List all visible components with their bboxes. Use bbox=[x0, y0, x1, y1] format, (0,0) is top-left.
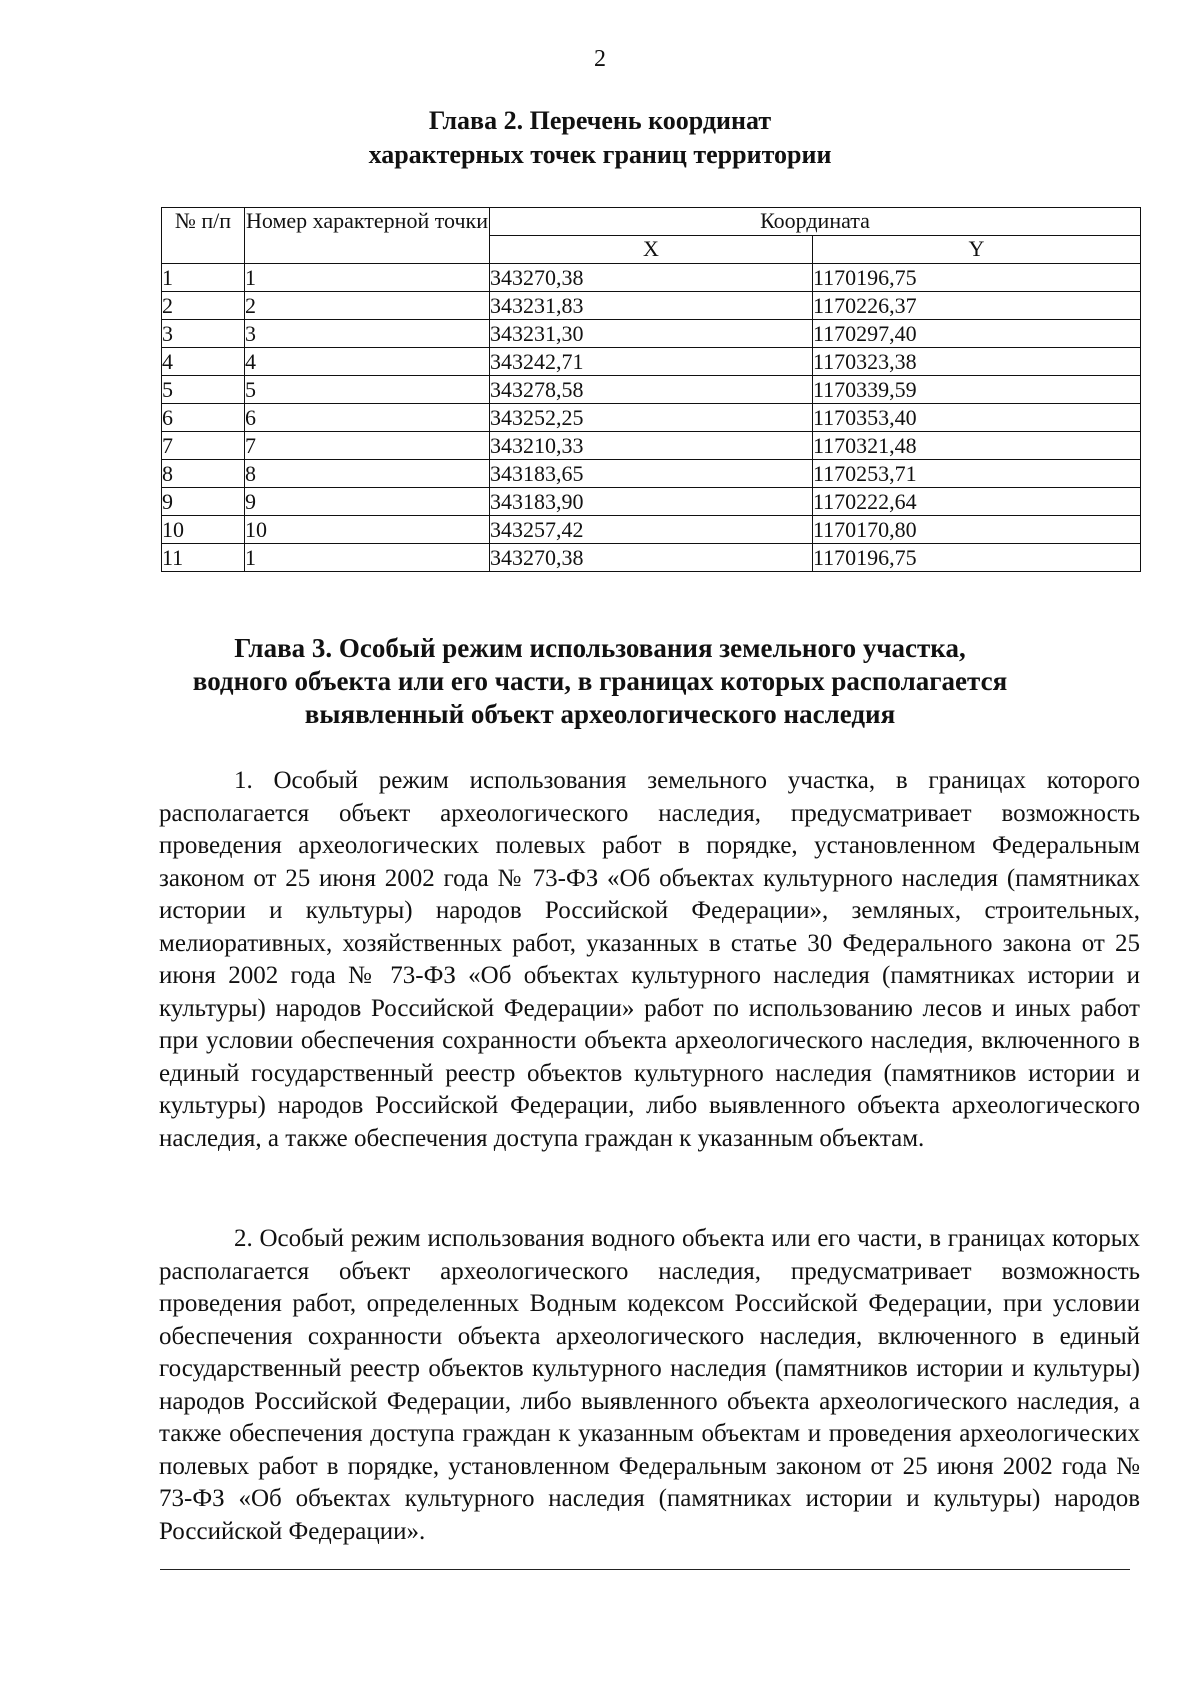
chapter-2-heading bbox=[0, 104, 1200, 172]
coord-x-cell: 343242,71 bbox=[490, 348, 813, 376]
table-row bbox=[162, 544, 1141, 572]
table-row bbox=[162, 376, 1141, 404]
coord-x-cell: 343278,58 bbox=[490, 376, 813, 404]
row-number-cell: 4 bbox=[162, 348, 245, 376]
coord-y-cell: 1170170,80 bbox=[813, 516, 1141, 544]
table-row bbox=[162, 432, 1141, 460]
header-coordinate: Координата bbox=[490, 208, 1141, 236]
row-number-cell: 11 bbox=[162, 544, 245, 572]
coord-y-cell: 1170196,75 bbox=[813, 544, 1141, 572]
coord-y-cell: 1170323,38 bbox=[813, 348, 1141, 376]
row-number-cell: 6 bbox=[162, 404, 245, 432]
row-number-cell: 1 bbox=[162, 264, 245, 292]
footer-rule bbox=[160, 1569, 1130, 1570]
point-number-cell: 9 bbox=[245, 488, 490, 516]
chapter-3-title-line-2: водного объекта или его части, в границах которых располагается bbox=[192, 666, 1008, 696]
coord-y-cell: 1170321,48 bbox=[813, 432, 1141, 460]
table-row bbox=[162, 488, 1141, 516]
row-number-cell: 3 bbox=[162, 320, 245, 348]
chapter-2-title-line-2: характерных точек границ территории bbox=[368, 140, 832, 169]
chapter-3-heading bbox=[0, 632, 1200, 731]
table-row bbox=[162, 264, 1141, 292]
paragraph-2-block bbox=[159, 1223, 1140, 1548]
coord-y-cell: 1170297,40 bbox=[813, 320, 1141, 348]
coord-x-cell: 343270,38 bbox=[490, 264, 813, 292]
table-row bbox=[162, 404, 1141, 432]
header-y: Y bbox=[813, 236, 1141, 264]
coord-y-cell: 1170196,75 bbox=[813, 264, 1141, 292]
coord-x-cell: 343252,25 bbox=[490, 404, 813, 432]
coord-x-cell: 343210,33 bbox=[490, 432, 813, 460]
point-number-cell: 8 bbox=[245, 460, 490, 488]
point-number-cell: 2 bbox=[245, 292, 490, 320]
table-row bbox=[162, 516, 1141, 544]
header-number: № п/п bbox=[162, 208, 245, 264]
header-x: X bbox=[490, 236, 813, 264]
coord-y-cell: 1170226,37 bbox=[813, 292, 1141, 320]
row-number-cell: 8 bbox=[162, 460, 245, 488]
chapter-3-title-line-1: Глава 3. Особый режим использования земельного участка, bbox=[234, 633, 966, 663]
table-row bbox=[162, 320, 1141, 348]
point-number-cell: 6 bbox=[245, 404, 490, 432]
coordinates-table bbox=[161, 207, 1141, 572]
point-number-cell: 4 bbox=[245, 348, 490, 376]
coord-x-cell: 343257,42 bbox=[490, 516, 813, 544]
coord-x-cell: 343231,30 bbox=[490, 320, 813, 348]
page-number: 2 bbox=[594, 46, 606, 72]
coord-x-cell: 343231,83 bbox=[490, 292, 813, 320]
point-number-cell: 5 bbox=[245, 376, 490, 404]
row-number-cell: 10 bbox=[162, 516, 245, 544]
point-number-cell: 1 bbox=[245, 544, 490, 572]
table-row bbox=[162, 292, 1141, 320]
coord-x-cell: 343183,90 bbox=[490, 488, 813, 516]
paragraph-1-block bbox=[159, 765, 1140, 1155]
row-number-cell: 2 bbox=[162, 292, 245, 320]
coord-y-cell: 1170222,64 bbox=[813, 488, 1141, 516]
table-row bbox=[162, 348, 1141, 376]
chapter-3-title-line-3: выявленный объект археологического наследия bbox=[304, 699, 896, 729]
paragraph-1: 1. Особый режим использования земельного участка, в границах которого располагается объект археологического наследия, предусматривает возможность проведения археологических полевых работ в порядке, установленном Федеральным законом от 25 июня 2002 года № 73-ФЗ «Об объектах культурного наследия (памятниках истории и культуры) народов Российской Федерации», земляных, строительных, мелиоративных, хозяйственных работ, указанных в статье 30 Федерального закона от 25 июня 2002 года № 73-ФЗ «Об объектах культурного наследия (памятниках истории и культуры) народов Российской Федерации» работ по использованию лесов и иных работ при условии обеспечения сохранности объекта археологического наследия, включенного в единый государственный реестр объектов культурного наследия (памятников истории и культуры) народов Российской Федерации, либо выявленного объекта археологического наследия, а также обеспечения доступа граждан к указанным объектам. bbox=[159, 767, 1140, 1152]
point-number-cell: 10 bbox=[245, 516, 490, 544]
chapter-2-title-line-1: Глава 2. Перечень координат bbox=[428, 106, 772, 135]
table-row bbox=[162, 460, 1141, 488]
coord-y-cell: 1170353,40 bbox=[813, 404, 1141, 432]
point-number-cell: 3 bbox=[245, 320, 490, 348]
coord-x-cell: 343183,65 bbox=[490, 460, 813, 488]
row-number-cell: 5 bbox=[162, 376, 245, 404]
coord-y-cell: 1170339,59 bbox=[813, 376, 1141, 404]
coord-y-cell: 1170253,71 bbox=[813, 460, 1141, 488]
row-number-cell: 7 bbox=[162, 432, 245, 460]
coord-x-cell: 343270,38 bbox=[490, 544, 813, 572]
coordinates-table-body bbox=[162, 264, 1141, 572]
row-number-cell: 9 bbox=[162, 488, 245, 516]
header-point-number: Номер характерной точки bbox=[245, 208, 490, 264]
paragraph-2: 2. Особый режим использования водного объекта или его части, в границах которых располагается объект археологического наследия, предусматривает возможность проведения работ, определенных Водным кодексом Российской Федерации, при условии обеспечения сохранности объекта археологического наследия, включенного в единый государственный реестр объектов культурного наследия (памятников истории и культуры) народов Российской Федерации, либо выявленного объекта археологического наследия, а также обеспечения доступа граждан к указанным объектам и проведения археологических полевых работ в порядке, установленном Федеральным законом от 25 июня 2002 года № 73-ФЗ «Об объектах культурного наследия (памятниках истории и культуры) народов Российской Федерации». bbox=[159, 1225, 1140, 1545]
point-number-cell: 1 bbox=[245, 264, 490, 292]
point-number-cell: 7 bbox=[245, 432, 490, 460]
